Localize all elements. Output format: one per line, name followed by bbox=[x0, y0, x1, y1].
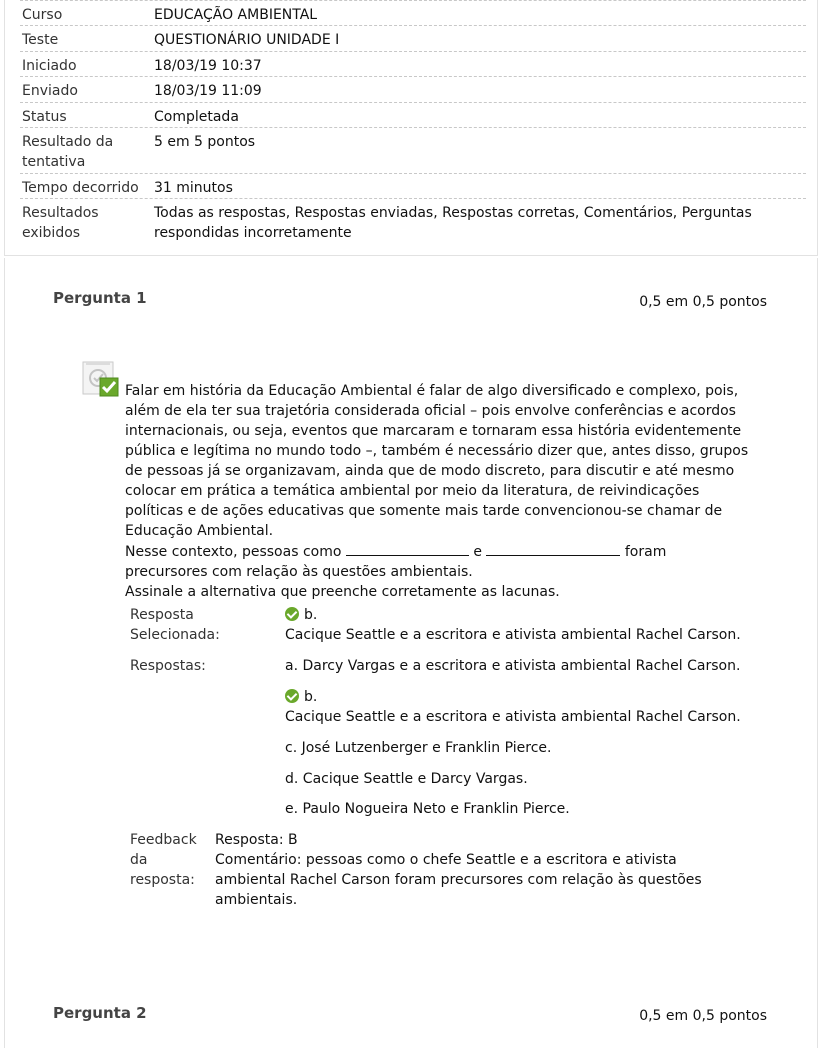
feedback-comment: Comentário: pessoas como o chefe Seattle e a escritora e ativista ambiental Rachel Carson foram precursores com relação às questões ambientais. bbox=[215, 852, 702, 908]
blank-1 bbox=[346, 541, 469, 556]
selected-answer-letter: b. bbox=[304, 607, 318, 623]
answer-option-b-letter: b. bbox=[304, 689, 318, 705]
answer-option-c: c. José Lutzenberger e Franklin Pierce. bbox=[285, 740, 552, 756]
info-value: QUESTIONÁRIO UNIDADE I bbox=[154, 32, 340, 48]
info-row-course bbox=[20, 0, 806, 26]
question-1-paragraph: Falar em história da Educação Ambiental é falar de algo diversificado e complexo, pois, além de ela ter sua trajetória considerada oficial – pois envolve conferências e acordos internacionais, ou seja, eventos que marcaram e tornaram essa história evidentemente pública e legítima no mundo todo –, também é necessário dizer que, antes disso, grupos de pessoas já se organizavam, ainda que de modo discreto, para discutir e até mesmo colocar em prática a temática ambiental por meio da literatura, de reivindicações políticas e de ações educativas que somente mais tarde convencionou-se chamar de Educação Ambiental. bbox=[125, 383, 749, 539]
question-1-title: Pergunta 1 bbox=[53, 289, 147, 307]
info-row-status bbox=[20, 102, 806, 128]
info-value: Completada bbox=[154, 109, 239, 125]
info-row-result bbox=[20, 127, 806, 173]
info-label: Teste bbox=[22, 32, 59, 48]
question-1-prompt-end: foram precursores com relação às questões ambientais. bbox=[125, 544, 667, 580]
question-2-points: 0,5 em 0,5 pontos bbox=[639, 1008, 767, 1024]
question-1-text bbox=[125, 381, 750, 602]
selected-answer-label: Resposta Selecionada: bbox=[130, 607, 220, 643]
attempt-info-panel bbox=[4, 0, 818, 256]
info-value: EDUCAÇÃO AMBIENTAL bbox=[154, 7, 318, 23]
blank-2 bbox=[486, 541, 620, 556]
check-icon bbox=[285, 607, 299, 621]
info-label: Resultados exibidos bbox=[22, 205, 99, 241]
info-row-results-shown bbox=[20, 198, 806, 244]
answer-option-e: e. Paulo Nogueira Neto e Franklin Pierce. bbox=[285, 801, 570, 817]
answers-label: Respostas: bbox=[130, 658, 206, 674]
selected-answer bbox=[285, 605, 741, 645]
info-value: 31 minutos bbox=[154, 180, 233, 196]
answer-option-d: d. Cacique Seattle e Darcy Vargas. bbox=[285, 771, 528, 787]
check-icon bbox=[285, 689, 299, 703]
correct-answer-icon bbox=[82, 360, 122, 400]
feedback-label: Feedback da resposta: bbox=[130, 832, 197, 888]
question-1-prompt-start: Nesse contexto, pessoas como bbox=[125, 544, 342, 560]
info-value: 5 em 5 pontos bbox=[154, 134, 256, 150]
answer-option-b-text: Cacique Seattle e a escritora e ativista ambiental Rachel Carson. bbox=[285, 709, 741, 725]
feedback-answer: Resposta: B bbox=[215, 832, 298, 848]
question-1-points: 0,5 em 0,5 pontos bbox=[639, 294, 767, 310]
question-1-instruction: Assinale a alternativa que preenche corretamente as lacunas. bbox=[125, 584, 560, 600]
info-value: 18/03/19 10:37 bbox=[154, 58, 262, 74]
info-value: Todas as respostas, Respostas enviadas, Respostas corretas, Comentários, Perguntas respondidas incorretamente bbox=[154, 205, 752, 241]
info-row-test bbox=[20, 25, 806, 51]
info-label: Resultado da tentativa bbox=[22, 134, 114, 170]
answer-option-b bbox=[285, 687, 741, 727]
info-row-started bbox=[20, 51, 806, 77]
info-value: 18/03/19 11:09 bbox=[154, 83, 262, 99]
question-2-title: Pergunta 2 bbox=[53, 1004, 147, 1022]
info-label: Status bbox=[22, 109, 67, 125]
feedback-content bbox=[215, 830, 735, 910]
question-1-prompt-and: e bbox=[473, 544, 482, 560]
answer-option-a: a. Darcy Vargas e a escritora e ativista ambiental Rachel Carson. bbox=[285, 658, 741, 674]
info-row-submitted bbox=[20, 76, 806, 102]
info-label: Curso bbox=[22, 7, 63, 23]
info-row-elapsed bbox=[20, 173, 806, 199]
info-label: Enviado bbox=[22, 83, 78, 99]
questions-panel bbox=[4, 258, 818, 1048]
selected-answer-text: Cacique Seattle e a escritora e ativista ambiental Rachel Carson. bbox=[285, 627, 741, 643]
info-label: Iniciado bbox=[22, 58, 77, 74]
info-label: Tempo decorrido bbox=[22, 180, 139, 196]
